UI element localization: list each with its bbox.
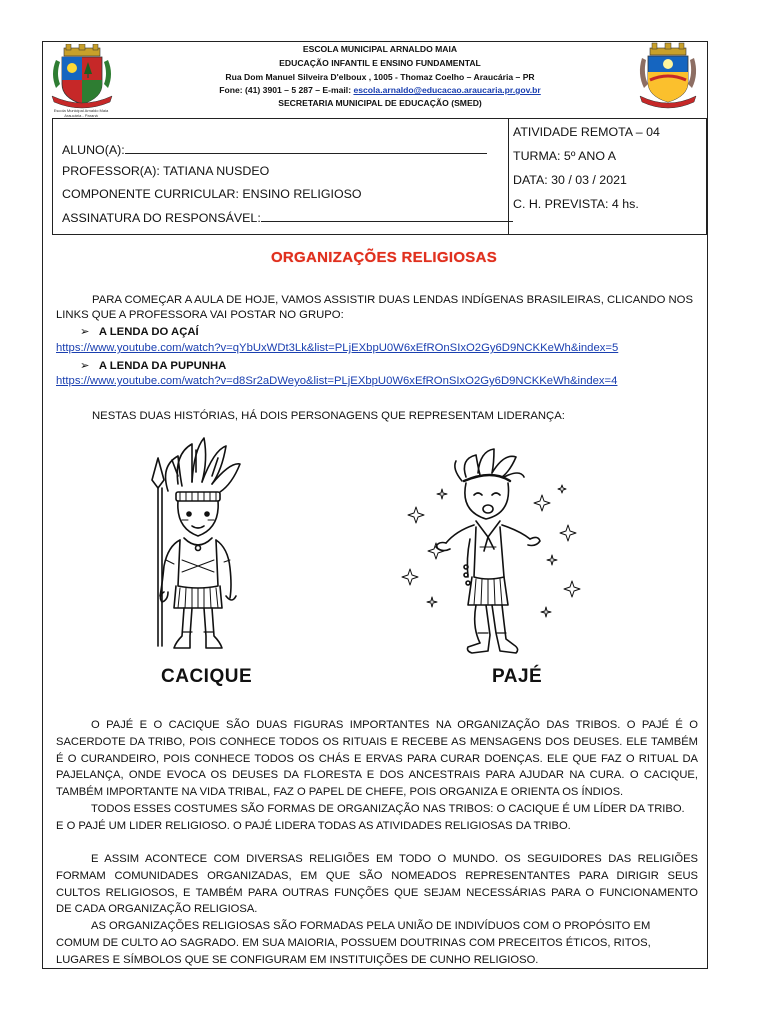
paragraph-1	[56, 717, 698, 835]
assinatura-blank[interactable]	[261, 210, 513, 222]
page-title: ORGANIZAÇÕES RELIGIOSAS	[270, 249, 498, 266]
componente-label: COMPONENTE CURRICULAR: ENSINO RELIGIOSO	[62, 187, 362, 201]
bullet-item-acai	[80, 325, 199, 338]
student-info-table	[52, 118, 707, 235]
paragraph-2-line: DE CADA ORGANIZAÇÃO RELIGIOSA.	[56, 903, 258, 916]
araucaria-coat-of-arms-right	[636, 42, 700, 110]
paragraph-1-line: TAMBÉM IMPORTANTE NA VIDA TRIBAL, FAZ O PAPEL DE CHEFE, POIS ORGANIZA E ORIENTA OS ÍNDIOS.	[56, 786, 624, 799]
paragraph-2-line: COMUM DE CULTO AO SAGRADO. EM SUA MAIORIA, POSSUEM DOUTRINAS COM PRECEITOS ÉTICOS, RITOS,	[56, 936, 651, 949]
school-address: Rua Dom Manuel Silveira D'elboux , 1005 - Thomaz Coelho – Araucária – PR	[225, 72, 535, 82]
paragraph-2-line: E ASSIM ACONTECE COM DIVERSAS RELIGIÕES EM TODO O MUNDO. OS SEGUIDORES DAS RELIGIÕES	[91, 853, 698, 865]
aluno-blank[interactable]	[125, 142, 487, 154]
data-label: DATA: 30 / 03 / 2021	[513, 173, 627, 187]
paragraph-1-line: PAJELANÇA, ONDE EVOCA OS DEUSES DA FLORESTA E DOS ANCESTRAIS PARA AJUDAR NA CURA. O CACIQUE,	[56, 769, 698, 782]
arrow-bullet-icon: ➢	[80, 360, 90, 372]
left-seal-caption: Escola Municipal Arnaldo Maia Araucária - Paraná	[53, 108, 109, 118]
arrow-bullet-icon: ➢	[80, 326, 90, 338]
paje-illustration	[396, 447, 592, 667]
paragraph-1-line: TODOS ESSES COSTUMES SÃO FORMAS DE ORGANIZAÇÃO NAS TRIBOS: O CACIQUE É UM LÍDER DA TRIBO.	[91, 802, 685, 815]
secretariat: SECRETARIA MUNICIPAL DE EDUCAÇÃO (SMED)	[278, 98, 482, 108]
paragraph-2-line: AS ORGANIZAÇÕES RELIGIOSAS SÃO FORMADAS PELA UNIÃO DE INDIVÍDUOS COM O PROPÓSITO EM	[91, 920, 651, 933]
turma-label: TURMA: 5º ANO A	[513, 149, 616, 163]
pupunha-video-link[interactable]: https://www.youtube.com/watch?v=d8Sr2aDWeyo&list=PLjEXbpU0W6xEfROnSIxO2Gy6D9NCKKeWh&index=4	[56, 375, 618, 387]
paragraph-2-line: FORMAM COMUNIDADES ORGANIZADAS, EM QUE SÃO NOMEADOS REPRESENTANTES PARA DIRIGIR SEUS	[56, 869, 698, 882]
professor-label: PROFESSOR(A): TATIANA NUSDEO	[62, 164, 270, 178]
paragraph-1-line: É O CURANDEIRO, POIS CONHECE TODOS OS CHÁS E ERVAS PARA CURAR DOENÇAS. ELE QUE FAZ O RITUAL DA	[56, 752, 698, 765]
intro-line-1: PARA COMEÇAR A AULA DE HOJE, VAMOS ASSISTIR DUAS LENDAS INDÍGENAS BRASILEIRAS, CLICANDO NOS	[92, 294, 693, 306]
atividade-label: ATIVIDADE REMOTA – 04	[513, 125, 660, 139]
paragraph-1-line: SACERDOTE DA TRIBO, POIS CONHECE TODOS OS RITUAIS E RECEBE AS MENSAGENS DOS DEUSES. ELE TAMBÉM	[56, 735, 698, 748]
cacique-caption: CACIQUE	[161, 666, 253, 687]
assinatura-row	[62, 210, 513, 225]
school-email-link[interactable]: escola.arnaldo@educacao.araucaria.pr.gov.br	[353, 85, 541, 95]
school-contact	[150, 85, 610, 95]
paragraph-2-line: CULTOS RELIGIOSOS, E TAMBÉM PARA OUTRAS FUNÇÕES QUE SEJAM NECESSÁRIAS PARA O FUNCIONAMENTO	[56, 886, 698, 899]
school-name: ESCOLA MUNICIPAL ARNALDO MAIA	[302, 44, 458, 54]
paragraph-2	[56, 851, 698, 969]
assinatura-label: ASSINATURA DO RESPONSÁVEL:	[62, 211, 261, 225]
aluno-label: ALUNO(A):	[62, 143, 125, 157]
paragraph-2-line: LUGARES E SÍMBOLOS QUE SE CONFIGURAM EM INSTITUIÇÕES DE CUNHO RELIGIOSO.	[56, 953, 539, 966]
pupunha-label: A LENDA DA PUPUNHA	[98, 360, 227, 372]
acai-video-link[interactable]: https://www.youtube.com/watch?v=qYbUxWDt3Lk&list=PLjEXbpU0W6xEfROnSIxO2Gy6D9NCKKeWh&index=5	[56, 342, 619, 354]
paragraph-1-line: E O PAJÉ UM LIDER RELIGIOSO. O PAJÉ LIDERA TODAS AS ATIVIDADES RELIGIOSAS DA TRIBO.	[56, 819, 571, 832]
leaders-line: NESTAS DUAS HISTÓRIAS, HÁ DOIS PERSONAGENS QUE REPRESENTAM LIDERANÇA:	[92, 410, 565, 422]
acai-label: A LENDA DO AÇAÍ	[98, 326, 199, 338]
araucaria-coat-of-arms-left	[46, 44, 118, 112]
intro-line-2: LINKS QUE A PROFESSORA VAI POSTAR NO GRUPO:	[56, 309, 344, 321]
contact-phone: Fone: (41) 3901 – 5 287 – E-mail:	[219, 85, 354, 95]
paje-caption: PAJÉ	[492, 666, 543, 687]
carga-horaria-label: C. H. PREVISTA: 4 hs.	[513, 197, 639, 211]
paragraph-1-line: O PAJÉ E O CACIQUE SÃO DUAS FIGURAS IMPORTANTES NA ORGANIZAÇÃO DAS TRIBOS. O PAJÉ É O	[91, 719, 698, 731]
aluno-row	[62, 142, 487, 157]
school-level: EDUCAÇÃO INFANTIL E ENSINO FUNDAMENTAL	[279, 58, 481, 68]
cacique-illustration	[138, 436, 258, 658]
bullet-item-pupunha	[80, 359, 226, 372]
